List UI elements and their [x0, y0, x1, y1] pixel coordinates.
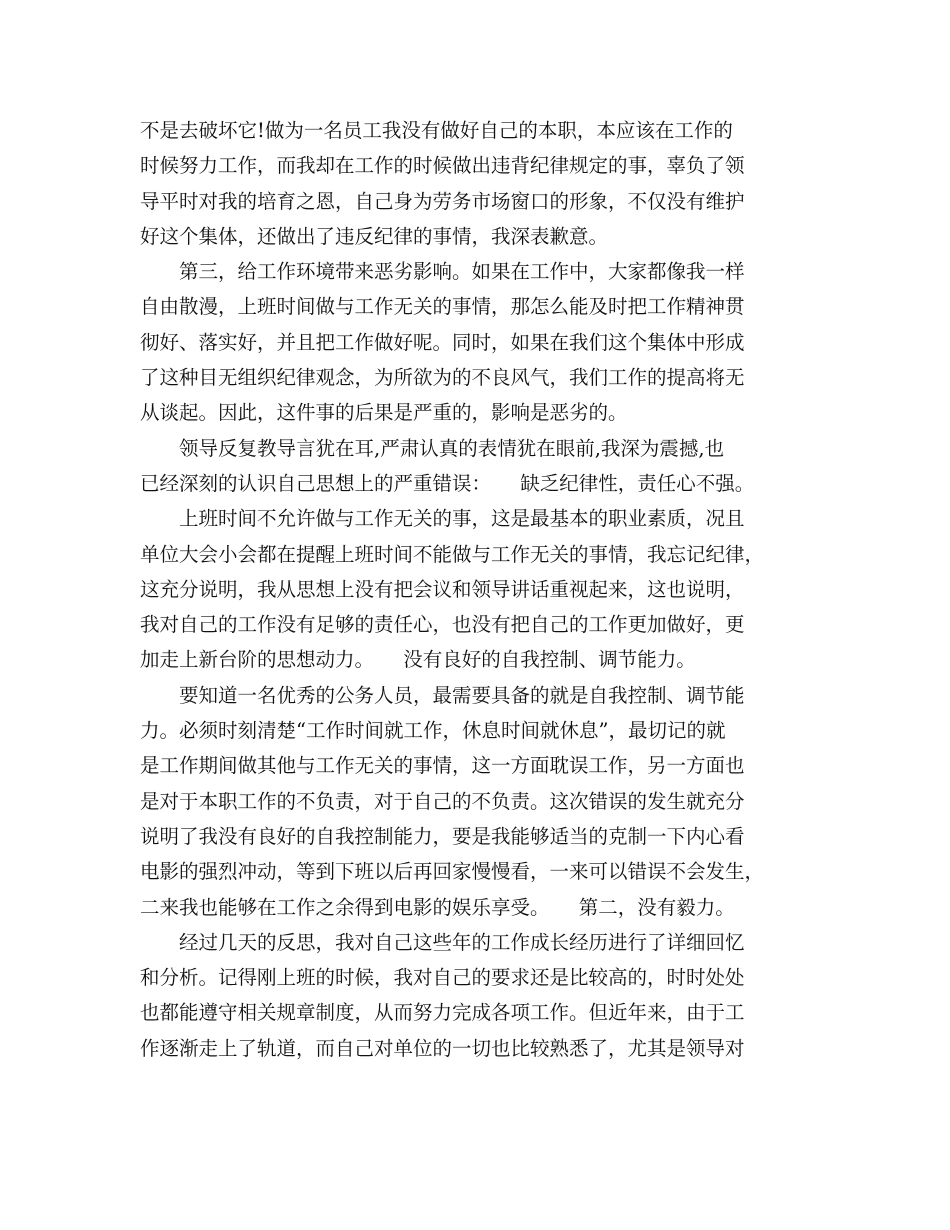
text-line: 好这个集体，还做出了违反纪律的事情，我深表歉意。	[140, 224, 609, 248]
text-line: 电影的强烈冲动，等到下班以后再回家慢慢看，一来可以错误不会发生，	[140, 860, 765, 884]
text-line: 导平时对我的培育之恩，自己身为劳务市场窗口的形象，不仅没有维护	[140, 189, 745, 213]
text-line: 经过几天的反思，我对自己这些年的工作成长经历进行了详细回忆	[140, 930, 745, 954]
text-line: 单位大会小会都在提醒上班时间不能做与工作无关的事情，我忘记纪律，	[140, 542, 765, 566]
text-line: 作逐渐走上了轨道，而自己对单位的一切也比较熟悉了，尤其是领导对	[140, 1036, 745, 1060]
text-line: 不是去破坏它!做为一名员工我没有做好自己的本职，本应该在工作的	[140, 119, 733, 142]
text-line: 时候努力工作，而我却在工作的时候做出违背纪律规定的事，辜负了领	[140, 154, 745, 178]
text-line: 和分析。记得刚上班的时候，我对自己的要求还是比较高的，时时处处	[140, 966, 745, 990]
body-text	[140, 113, 830, 1066]
text-line: 力。必须时刻清楚“工作时间就工作，休息时间就休息”，最切记的就	[140, 719, 726, 743]
text-line: 要知道一名优秀的公务人员，最需要具备的就是自我控制、调节能	[140, 683, 745, 707]
text-line: 自由散漫，上班时间做与工作无关的事情，那怎么能及时把工作精神贯	[140, 295, 745, 319]
text-line: 二来我也能够在工作之余得到电影的娱乐享受。 第二，没有毅力。	[140, 895, 735, 919]
text-line: 第三，给工作环境带来恶劣影响。如果在工作中，大家都像我一样	[140, 260, 745, 284]
text-line: 从谈起。因此，这件事的后果是严重的，影响是恶劣的。	[140, 401, 628, 425]
text-line: 也都能遵守相关规章制度，从而努力完成各项工作。但近年来，由于工	[140, 1001, 745, 1025]
text-line: 上班时间不允许做与工作无关的事，这是最基本的职业素质，况且	[140, 507, 745, 531]
text-line: 说明了我没有良好的自我控制能力，要是我能够适当的克制一下内心看	[140, 824, 745, 848]
text-line: 了这种目无组织纪律观念，为所欲为的不良风气，我们工作的提高将无	[140, 366, 745, 390]
text-line: 是对于本职工作的不负责，对于自己的不负责。这次错误的发生就充分	[140, 789, 745, 813]
text-line: 我对自己的工作没有足够的责任心，也没有把自己的工作更加做好，更	[140, 613, 745, 637]
text-line: 已经深刻的认识自己思想上的严重错误： 缺乏纪律性，责任心不强。	[140, 471, 755, 495]
text-line: 这充分说明，我从思想上没有把会议和领导讲话重视起来，这也说明，	[140, 577, 745, 601]
text-line: 加走上新台阶的思想动力。 没有良好的自我控制、调节能力。	[140, 648, 696, 672]
text-line: 领导反复教导言犹在耳,严肃认真的表情犹在眼前,我深为震撼,也	[140, 436, 725, 460]
text-line: 是工作期间做其他与工作无关的事情，这一方面耽误工作，另一方面也	[140, 754, 745, 778]
text-line: 彻好、落实好，并且把工作做好呢。同时，如果在我们这个集体中形成	[140, 330, 745, 354]
